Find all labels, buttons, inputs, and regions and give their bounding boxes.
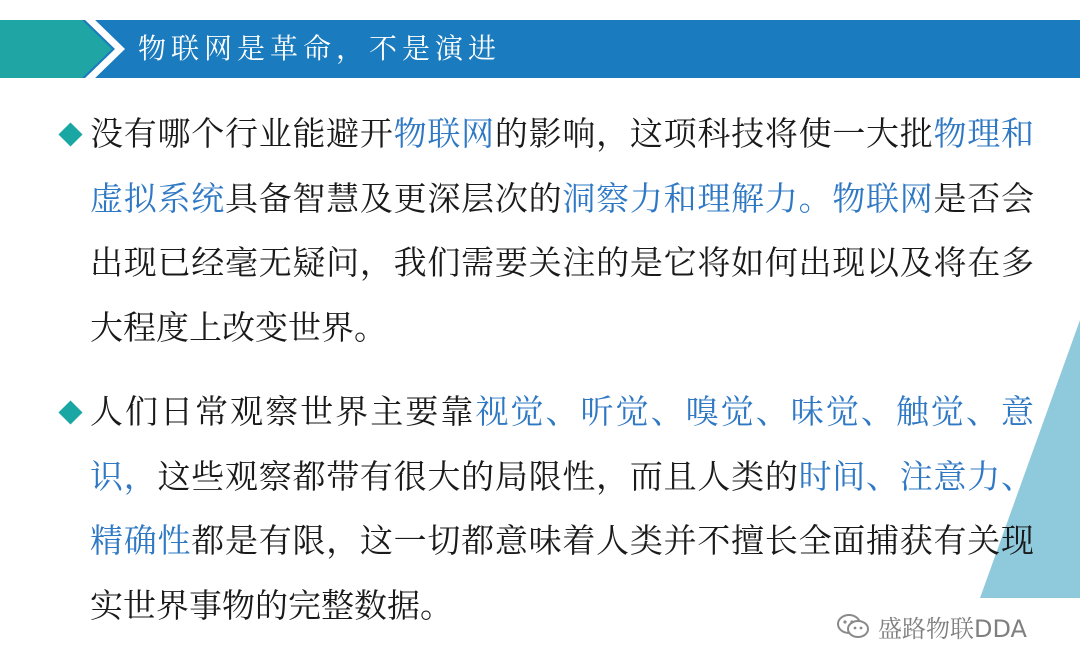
- watermark: [836, 608, 1027, 644]
- text-segment: 没有哪个行业能避开: [90, 114, 394, 153]
- highlight-segment: 视觉、听觉、嗅觉、味觉、触觉、意识，: [90, 392, 1035, 496]
- slide-content: [62, 102, 1034, 638]
- highlight-segment: 物联网: [393, 114, 495, 153]
- wechat-icon: [836, 612, 870, 640]
- bullet-paragraph-1: [62, 102, 1034, 360]
- paragraph-1-text: [90, 114, 1034, 347]
- text-segment: 具备智慧及更深层次的: [224, 178, 563, 218]
- text-segment: 这些观察都带有很大的局限性，而且人类的: [157, 456, 799, 496]
- watermark-text: 盛路物联DDA: [878, 614, 1027, 643]
- highlight-segment: 洞察力和理解力。物联网: [562, 178, 934, 218]
- diamond-bullet-icon: [58, 122, 82, 146]
- text-segment: 人们日常观察世界主要靠: [90, 392, 476, 431]
- text-segment: 都是有限，这一切都意味着人类并不擅长全面捕获有关现实世界事物的完整数据。: [90, 521, 1035, 625]
- page-title: 物联网是革命，不是演进: [138, 32, 502, 65]
- text-segment: 的影响，这项科技将使一大批: [494, 114, 934, 153]
- bullet-paragraph-2: [62, 380, 1034, 638]
- diamond-bullet-icon: [58, 400, 82, 424]
- paragraph-2-text: [90, 392, 1034, 625]
- text-segment: 是否会出现已经毫无疑问，我们需要关注的是它将如何出现以及将在多大程度上改变世界。: [90, 178, 1035, 347]
- highlight-segment: 时间、注意力、精确性: [90, 456, 1035, 560]
- highlight-segment: 物理和虚拟系统: [90, 114, 1035, 218]
